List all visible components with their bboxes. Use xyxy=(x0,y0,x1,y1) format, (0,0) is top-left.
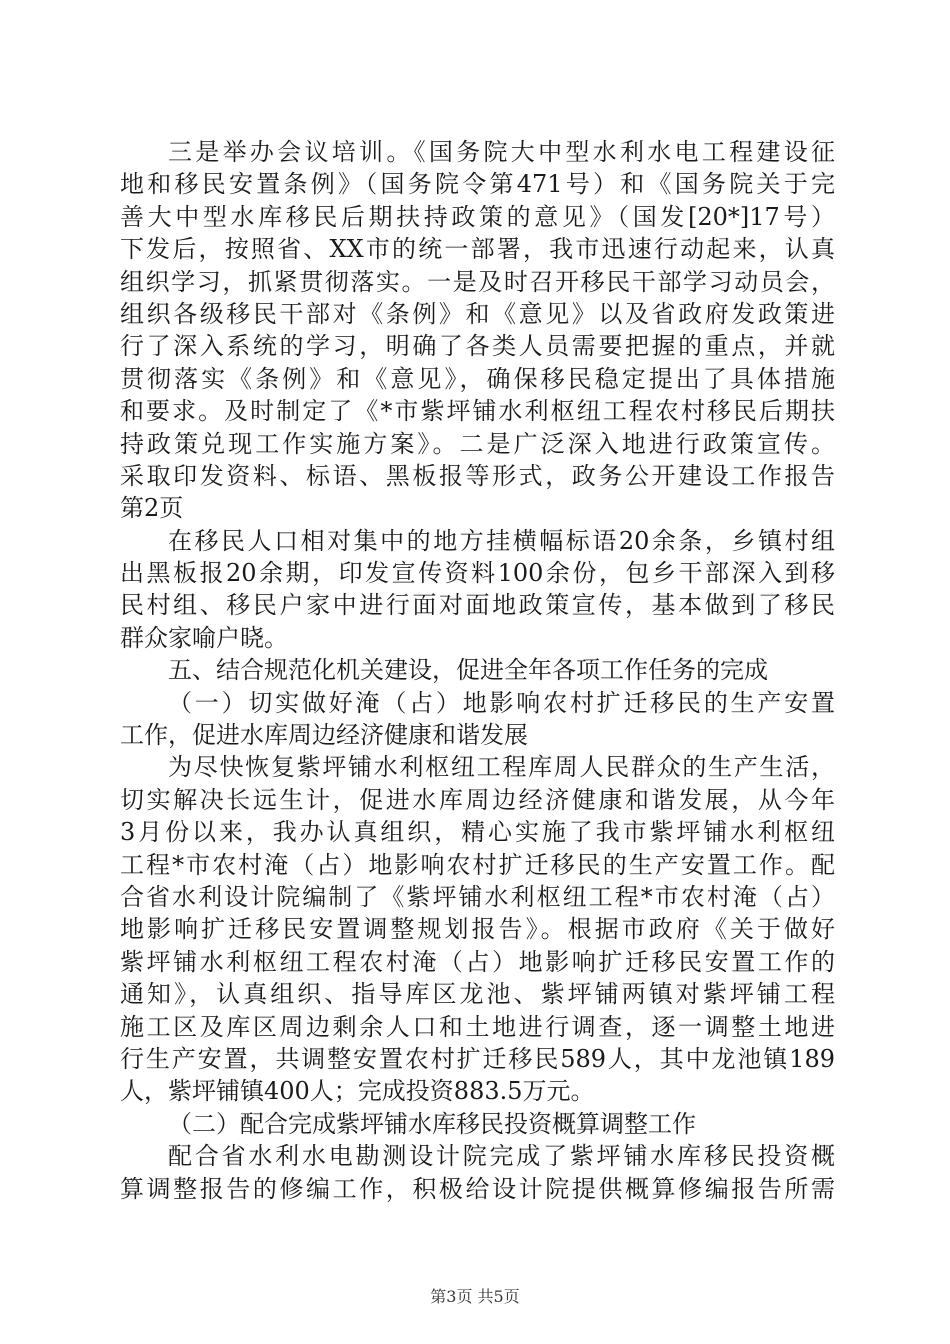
paragraph-line: 地和移民安置条例》（国务院令第471号）和《国务院关于完 xyxy=(120,170,835,199)
paragraph-line: 地影响扩迁移民安置调整规划报告》。根据市政府《关于做好 xyxy=(120,915,835,944)
paragraph-line: 工程*市农村淹（占）地影响农村扩迁移民的生产安置工作。配 xyxy=(120,850,835,879)
paragraph-line: 和要求。及时制定了《*市紫坪铺水利枢纽工程农村移民后期扶 xyxy=(120,397,835,426)
paragraph-line: 人，紫坪铺镇400人；完成投资883.5万元。 xyxy=(120,1077,595,1106)
paragraph-line: 合省水利设计院编制了《紫坪铺水利枢纽工程*市农村淹（占） xyxy=(120,882,835,911)
page-reference-line: 第2页 xyxy=(120,494,184,523)
paragraph-line: 群众家喻户晓。 xyxy=(120,623,288,652)
paragraph-line: 切实解决长远生计，促进水库周边经济健康和谐发展，从今年 xyxy=(120,785,835,814)
paragraph-line: 组织各级移民干部对《条例》和《意见》以及省政府发政策进 xyxy=(120,299,835,328)
subsection-heading: 工作，促进水库周边经济健康和谐发展 xyxy=(120,721,528,750)
paragraph-line: 贯彻落实《条例》和《意见》，确保移民稳定提出了具体措施 xyxy=(120,364,835,393)
subsection-heading: （二）配合完成紫坪铺水库移民投资概算调整工作 xyxy=(168,1109,696,1138)
paragraph-line: 善大中型水库移民后期扶持政策的意见》（国发[20*]17号） xyxy=(120,202,835,231)
paragraph-line: 下发后，按照省、XX市的统一部署，我市迅速行动起来，认真 xyxy=(120,235,835,264)
paragraph-line: 出黑板报20余期，印发宣传资料100余份，包乡干部深入到移 xyxy=(120,559,835,588)
paragraph-line: 紫坪铺水利枢纽工程农村淹（占）地影响扩迁移民安置工作的 xyxy=(120,947,835,976)
subsection-heading: （一）切实做好淹（占）地影响农村扩迁移民的生产安置 xyxy=(168,688,835,717)
paragraph-line: 持政策兑现工作实施方案》。二是广泛深入地进行政策宣传。 xyxy=(120,429,835,458)
paragraph-line: 通知》，认真组织、指导库区龙池、紫坪铺两镇对紫坪铺工程 xyxy=(120,980,835,1009)
paragraph-line: 民村组、移民户家中进行面对面地政策宣传，基本做到了移民 xyxy=(120,591,835,620)
paragraph-line: 配合省水利水电勘测设计院完成了紫坪铺水库移民投资概 xyxy=(168,1142,835,1171)
paragraph-line: 算调整报告的修编工作，积极给设计院提供概算修编报告所需 xyxy=(120,1174,835,1203)
paragraph-line: 3月份以来，我办认真组织，精心实施了我市紫坪铺水利枢纽 xyxy=(120,818,835,847)
paragraph-line: 在移民人口相对集中的地方挂横幅标语20余条，乡镇村组 xyxy=(168,526,835,555)
paragraph-line: 三是举办会议培训。《国务院大中型水利水电工程建设征 xyxy=(168,138,835,166)
document-body xyxy=(120,136,835,1205)
paragraph-line: 行了深入系统的学习，明确了各类人员需要把握的重点，并就 xyxy=(120,332,835,361)
section-heading: 五、结合规范化机关建设，促进全年各项工作任务的完成 xyxy=(168,656,768,685)
paragraph-line: 施工区及库区周边剩余人口和土地进行调查，逐一调整土地进 xyxy=(120,1012,835,1041)
page-number-footer: 第3页 共5页 xyxy=(430,1287,520,1306)
paragraph-line: 组织学习，抓紧贯彻落实。一是及时召开移民干部学习动员会， xyxy=(120,267,835,296)
paragraph-line: 为尽快恢复紫坪铺水利枢纽工程库周人民群众的生产生活， xyxy=(168,753,835,782)
paragraph-line: 采取印发资料、标语、黑板报等形式，政务公开建设工作报告 xyxy=(120,461,835,490)
paragraph-line: 行生产安置，共调整安置农村扩迁移民589人，其中龙池镇189 xyxy=(120,1044,835,1073)
